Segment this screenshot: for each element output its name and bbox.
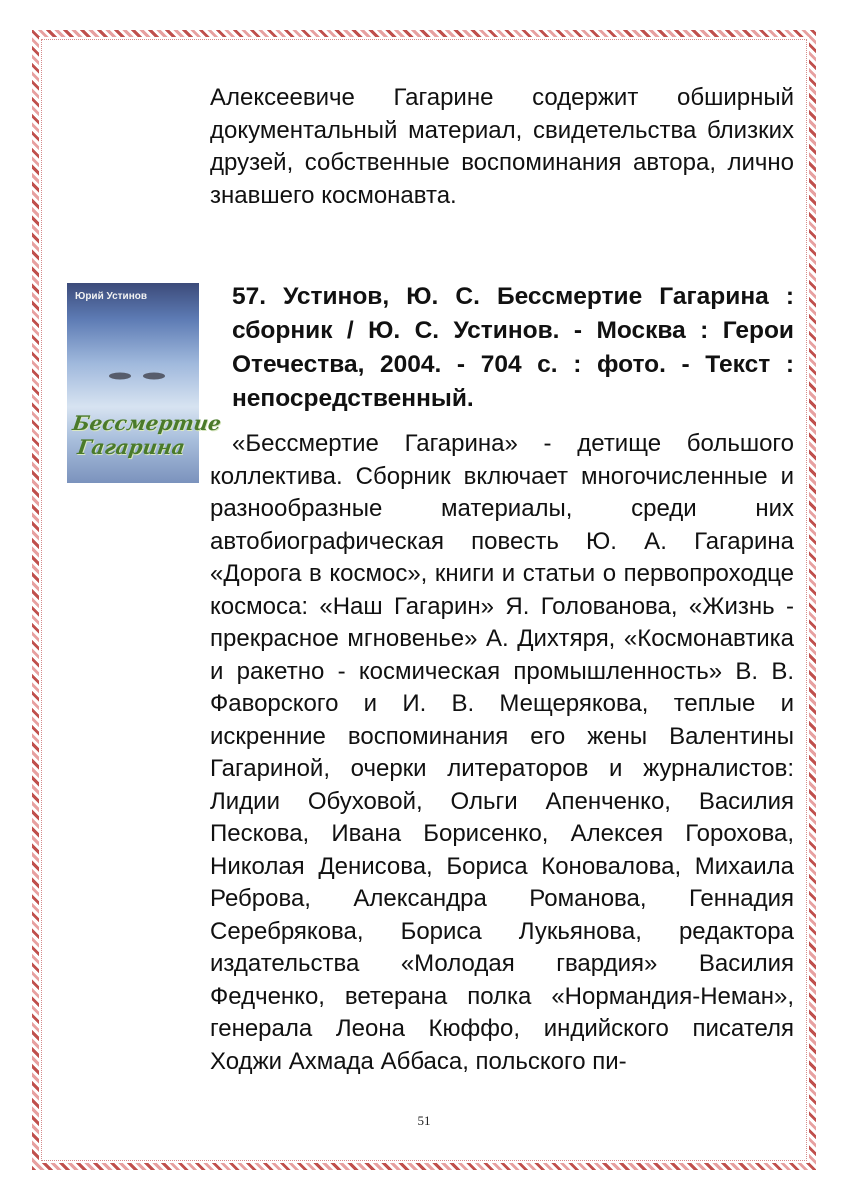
cover-title-line1: Бессмертие — [71, 411, 223, 435]
book-cover-image — [67, 283, 223, 483]
page-number: 51 — [417, 1113, 431, 1128]
cover-title-line2: Гагарина — [76, 435, 187, 459]
entry-description: «Бессмертие Гагарина» - детище большого коллектива. Сборник включает многочисленные и разнообразные материалы, среди них автобиографическая повесть Ю. А. Гагарина «Дорога в космос», книги и статьи о первопроходце космоса: «Наш Гагарин» Я. Голованова, «Жизнь - прекрасное мгновенье» А. Дихтяря, «Космонавтика и ракетно - космическая промышленность» В. В. Фаворского и И. В. Мещерякова, теплые и искренние воспоминания его жены Валентины Гагариной, очерки литераторов и журналистов: Лидии Обуховой, Ольги Апенченко, Василия Пескова, Ивана Борисенко, Алексея Горохова, Николая Денисова, Бориса Коновалова, Михаила Реброва, Александра Романова, Геннадия Серебрякова, Бориса Лукьянова, редактора издательства «Молодая гвардия» Василия Федченко, ветерана полка «Нормандия-Неман», генерала Леона Кюффо, индийского писателя Ходжи Ахмада Аббаса, польского пи- — [210, 430, 794, 1075]
cover-author: Юрий Устинов — [75, 291, 147, 302]
bibliographic-entry-title: 57. Устинов, Ю. С. Бессмертие Гагарина : сборник / Ю. С. Устинов. - Москва : Герои Отечества, 2004. - 704 с. : фото. - Текст : непосредственный. — [232, 283, 794, 412]
cover-eyes-graphic — [107, 371, 167, 381]
intro-paragraph: Алексеевиче Гагарине содержит обширный документальный материал, свидетельства близких друзей, собственные воспоминания автора, лично знавшего космонавта. — [210, 84, 794, 209]
cover-title — [68, 411, 223, 459]
